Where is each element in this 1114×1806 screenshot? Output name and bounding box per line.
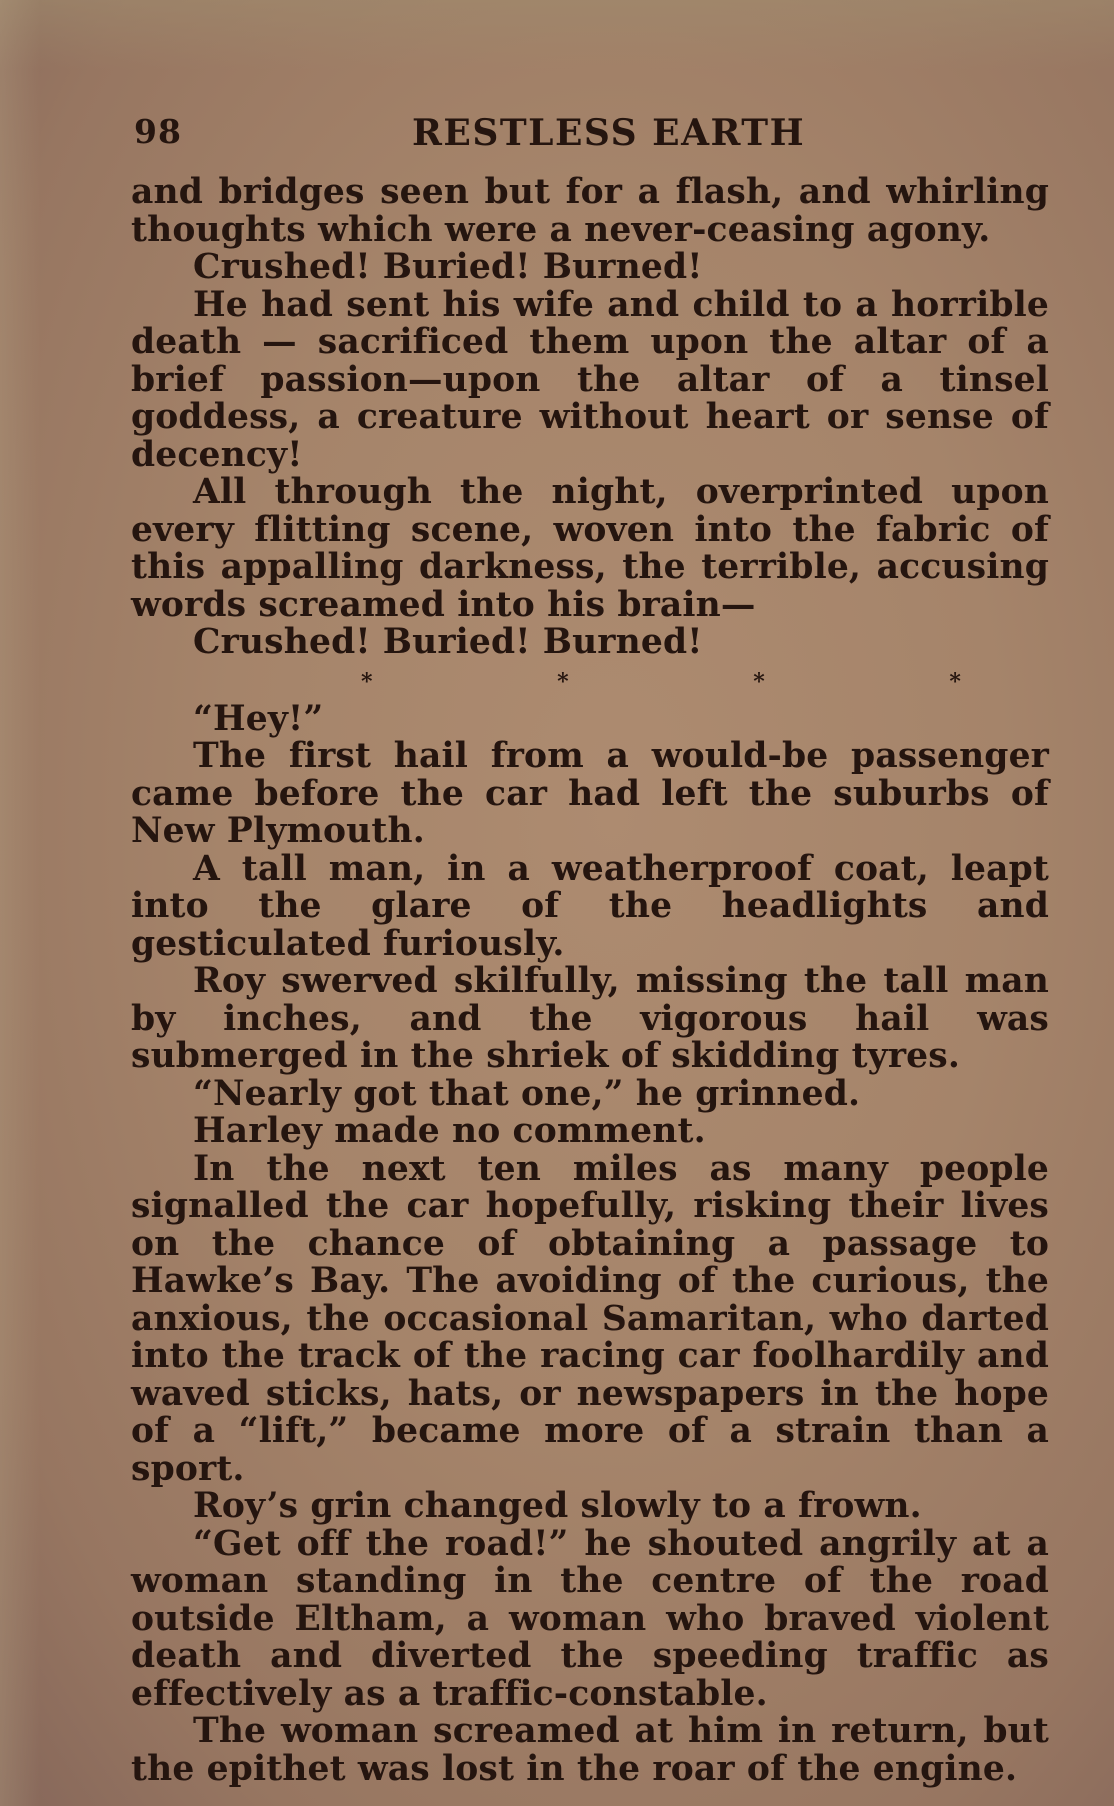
page-number: 98 [134,112,182,151]
paragraph: “Get off the road!” he shouted angrily at a woman standing in the centre of the road outside Eltham, a woman who braved violent death and diverted the speeding traffic as effectively as a traffic-constable. [131,1523,1049,1714]
asterism-star: * [949,668,961,695]
body-text [131,174,1049,1788]
section-break [361,662,961,701]
paragraph: The first hail from a would-be passenger came before the car had left the suburbs of New Plymouth. [131,736,1049,851]
paragraph: Crushed! Buried! Burned! [193,622,703,662]
running-title: RESTLESS EARTH [412,112,806,154]
paragraph: Roy swerved skilfully, missing the tall man by inches, and the vigorous hail was submerged in the shriek of skidding tyres. [131,961,1049,1076]
paragraph: In the next ten miles as many people signalled the car hopefully, risking their lives on the chance of obtaining a passage to Hawke’s Bay. The avoiding of the curious, the anxious, the occasional Samaritan, who darted into the track of the racing car foolhardily and waved sticks, hats, or newspapers in the hope of a “lift,” became more of a strain than a sport. [131,1148,1049,1489]
paragraph: He had sent his wife and child to a horrible death — sacrificed them upon the altar of a brief passion—upon the altar of a tinsel goddess, a creature without heart or sense of decency! [131,284,1049,475]
paragraph: Harley made no comment. [193,1111,706,1151]
paragraph: “Hey!” [193,698,324,739]
paragraph: A tall man, in a weatherproof coat, leapt into the glare of the headlights and gesticulated furiously. [131,848,1049,964]
paragraph: Roy’s grin changed slowly to a frown. [193,1486,922,1526]
asterism-star: * [753,668,765,695]
paragraph: The woman screamed at him in return, but the epithet was lost in the roar of the engine. [131,1711,1049,1789]
paragraph: All through the night, overprinted upon every flitting scene, woven into the fabric of this appalling darkness, the terrible, accusing words screamed into his brain— [131,472,1049,625]
asterism-star: * [557,668,569,695]
page-header [134,112,1046,160]
paragraph: and bridges seen but for a flash, and whirling thoughts which were a never-ceasing agony. [131,172,1049,250]
paragraph: “Nearly got that one,” he grinned. [193,1073,861,1114]
asterism-star: * [361,668,373,695]
paragraph: Crushed! Buried! Burned! [193,247,703,287]
